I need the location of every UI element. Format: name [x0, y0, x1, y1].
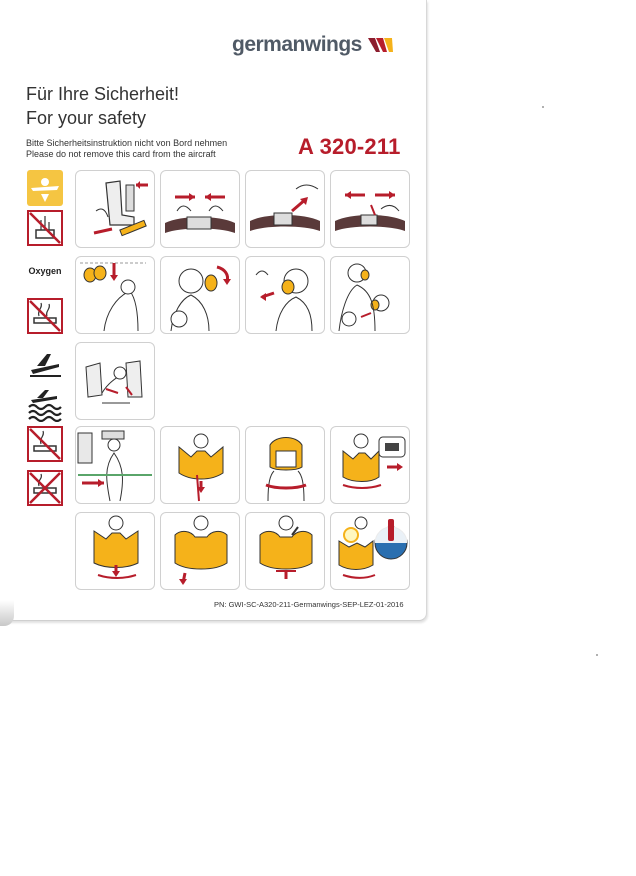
title-english: For your safety	[26, 108, 147, 128]
panel-light-and-whistle	[330, 512, 410, 590]
germanwings-wing-logo-icon	[366, 34, 396, 56]
card-corner-shadow	[0, 600, 14, 626]
oxygen-label: Oxygen	[28, 266, 62, 276]
no-inflating-inside-icon	[27, 470, 63, 506]
scan-speck	[596, 654, 598, 656]
panel-assist-others-with-mask	[330, 256, 410, 334]
no-electronic-devices-icon	[27, 210, 63, 246]
panel-release-seatbelt	[330, 170, 410, 248]
no-smoking-seatbelt-sign-icon	[27, 170, 63, 206]
water-landing-icon	[27, 386, 63, 422]
brand-header	[232, 32, 396, 58]
title-german: Für Ihre Sicherheit!	[26, 84, 180, 104]
no-smoking-oxygen-icon	[27, 298, 63, 334]
panel-fasten-buckle	[330, 426, 410, 504]
panel-blow-into-tube	[245, 512, 325, 590]
panel-tighten-seatbelt	[245, 170, 325, 248]
panel-brace-position	[75, 342, 155, 420]
subtitle-german: Bitte Sicherheitsinstruktion nicht von Bord nehmen	[26, 138, 228, 148]
panel-tie-straps-around-waist	[245, 426, 325, 504]
panel-tighten-straps	[75, 512, 155, 590]
scan-speck	[542, 106, 544, 108]
emergency-landing-icon	[27, 344, 63, 380]
panel-remove-lifevest-from-under-seat	[75, 426, 155, 504]
safety-card	[0, 0, 427, 621]
brand-name: germanwings	[232, 33, 362, 56]
part-number: PN: GWI-SC-A320-211-Germanwings-SEP-LEZ-01-2016	[214, 600, 404, 609]
panel-seat-upright-tray-stowed	[75, 170, 155, 248]
aircraft-model: A 320-211	[298, 134, 401, 159]
panel-fasten-seatbelt	[160, 170, 240, 248]
panel-pull-mask-down	[160, 256, 240, 334]
no-smoking-lifevest-icon	[27, 426, 63, 462]
subtitle-english: Please do not remove this card from the aircraft	[26, 149, 216, 159]
panel-put-lifevest-over-head	[160, 426, 240, 504]
panel-oxygen-mask-drop	[75, 256, 155, 334]
panel-pull-red-tab-to-inflate	[160, 512, 240, 590]
panel-place-mask-over-face	[245, 256, 325, 334]
